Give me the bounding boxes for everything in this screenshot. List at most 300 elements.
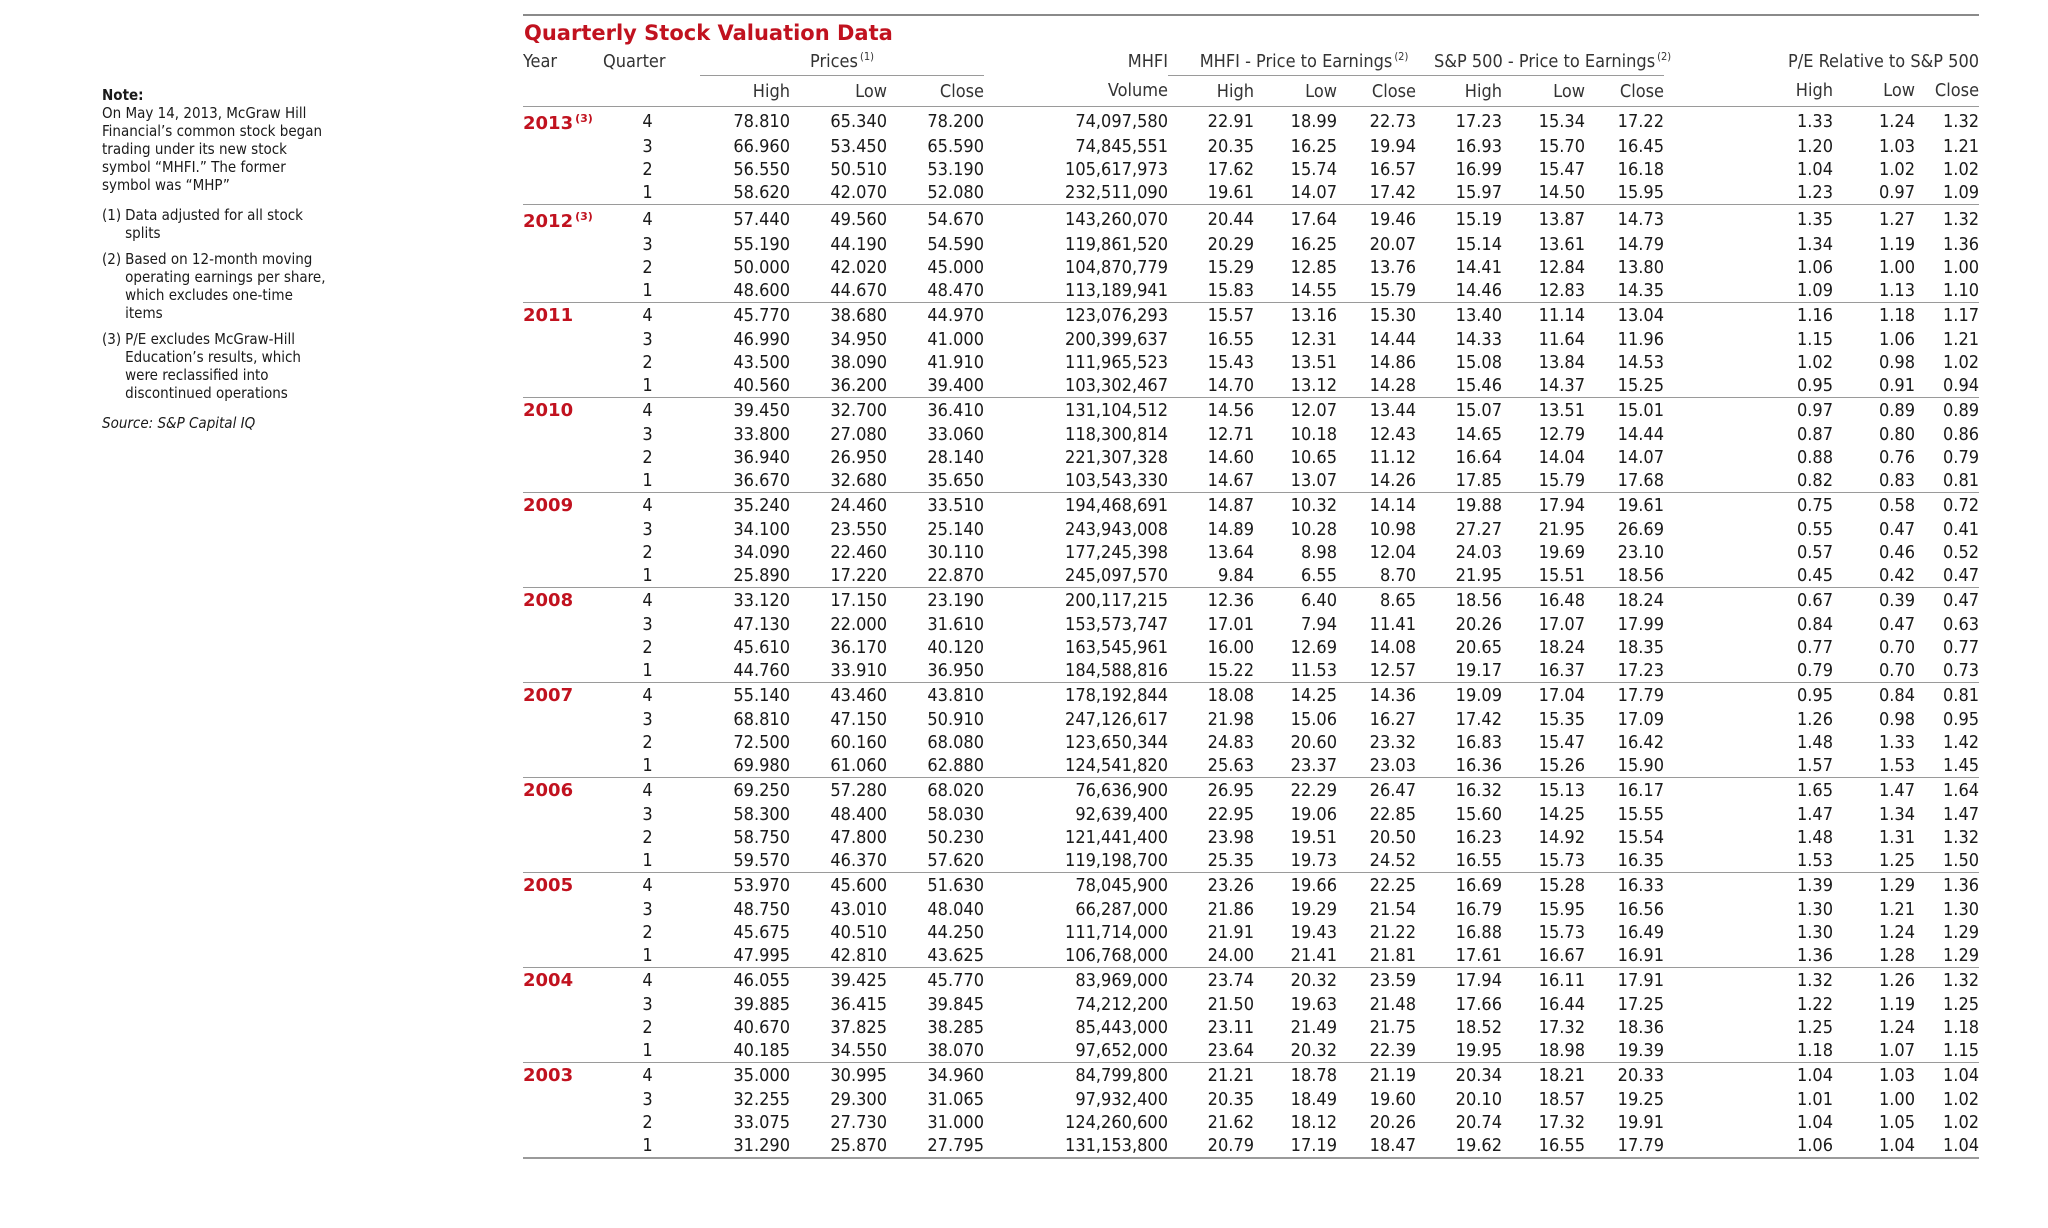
year-cell — [523, 754, 595, 778]
table-row — [523, 205, 1979, 234]
table-row — [523, 1111, 1979, 1134]
sp-pe-low-cell: 15.70 — [1538, 136, 1586, 157]
year-label: 2005 — [523, 875, 574, 896]
sp-pe-low-cell: 21.95 — [1538, 519, 1586, 540]
prices-high-cell: 58.620 — [733, 182, 790, 203]
sp-pe-close-cell: 17.23 — [1617, 660, 1665, 681]
mhfi-pe-low-cell: 10.18 — [1290, 424, 1338, 445]
rel-low-cell: 0.70 — [1878, 660, 1916, 681]
volume-header: Volume — [1107, 80, 1169, 102]
mhfi-pe-close-cell: 11.12 — [1369, 447, 1417, 468]
rel-high-cell: 0.45 — [1796, 565, 1834, 586]
rel-close-cell: 1.17 — [1915, 303, 1979, 329]
sp-pe-high-cell: 20.74 — [1455, 1112, 1503, 1133]
year-label: 2013 — [523, 113, 574, 134]
mhfi-pe-low-cell: 12.31 — [1290, 329, 1338, 350]
year-group — [523, 1063, 1979, 1159]
rel-low-header: Low — [1883, 80, 1916, 102]
spacer-cell — [1664, 541, 1750, 564]
rel-close-cell: 1.32 — [1915, 968, 1979, 994]
rel-close-cell: 0.73 — [1943, 660, 1980, 681]
table-row — [523, 374, 1979, 398]
rel-high-cell: 1.22 — [1796, 994, 1834, 1015]
prices-low-cell: 43.010 — [830, 899, 887, 920]
table-row — [523, 731, 1979, 754]
sp-pe-low-cell: 15.47 — [1538, 159, 1586, 180]
volume-cell: 103,543,330 — [1065, 470, 1169, 491]
sp-pe-high-cell: 16.64 — [1455, 447, 1503, 468]
quarter-cell: 4 — [595, 968, 700, 994]
sp-pe-low-cell: 16.55 — [1502, 1134, 1585, 1158]
mhfi-pe-close-cell: 26.47 — [1337, 778, 1416, 804]
mhfi-pe-low-cell: 20.60 — [1290, 732, 1338, 753]
rel-low-cell: 0.70 — [1878, 637, 1916, 658]
sp-pe-low-cell: 12.83 — [1538, 280, 1586, 301]
quarter-cell: 2 — [642, 827, 653, 848]
spacer-cell — [1664, 731, 1750, 754]
prices-high-cell: 33.120 — [700, 588, 790, 614]
year-header: Year — [523, 50, 558, 72]
prices-low-cell: 37.825 — [830, 1017, 887, 1038]
prices-low-cell: 36.200 — [830, 375, 887, 396]
mhfi-pe-low-cell: 10.28 — [1290, 519, 1338, 540]
quarter-cell: 2 — [642, 1112, 653, 1133]
prices-high-cell: 46.990 — [733, 329, 790, 350]
footnote-text: P/E excludes McGraw-Hill Education’s results, which were reclassified into discontinued operations — [125, 330, 301, 402]
prices-low-cell: 38.090 — [830, 352, 887, 373]
mhfi-pe-close-cell: 15.79 — [1369, 280, 1417, 301]
rel-low-cell: 1.34 — [1878, 804, 1916, 825]
mhfi-pe-high-cell: 21.86 — [1207, 899, 1255, 920]
mhfi-pe-high-cell: 14.60 — [1207, 447, 1255, 468]
spacer-cell — [1664, 803, 1750, 826]
year-cell — [523, 588, 595, 614]
volume-cell: 113,189,941 — [1065, 280, 1169, 301]
mhfi-pe-close-cell: 21.75 — [1369, 1017, 1417, 1038]
rel-close-cell: 1.15 — [1943, 1040, 1980, 1061]
mhfi-pe-high-cell: 23.26 — [1168, 873, 1254, 899]
spacer-header — [1664, 76, 1750, 107]
year-cell — [523, 541, 595, 564]
table-row — [523, 873, 1979, 899]
rel-close-cell: 1.36 — [1915, 873, 1979, 899]
year-cell — [523, 636, 595, 659]
valuation-table-container — [523, 14, 1979, 1159]
quarter-cell: 1 — [642, 375, 653, 396]
year-group — [523, 778, 1979, 873]
prices-close-cell: 62.880 — [927, 755, 985, 776]
rel-low-cell: 0.97 — [1878, 182, 1916, 203]
sp-pe-close-cell: 15.54 — [1617, 827, 1665, 848]
prices-high-cell: 34.090 — [733, 542, 790, 563]
sp-pe-close-cell: 17.68 — [1617, 470, 1665, 491]
table-row — [523, 708, 1979, 731]
table-row — [523, 921, 1979, 944]
year-cell — [523, 968, 595, 994]
sp-pe-close-cell: 14.07 — [1617, 447, 1665, 468]
quarter-cell: 4 — [595, 588, 700, 614]
volume-cell: 78,045,900 — [984, 873, 1168, 899]
volume-cell: 103,302,467 — [1065, 375, 1169, 396]
rel-high-cell: 1.33 — [1750, 107, 1833, 136]
rel-close-cell: 1.64 — [1915, 778, 1979, 804]
rel-close-cell: 0.79 — [1943, 447, 1980, 468]
sp-pe-low-cell: 13.84 — [1538, 352, 1586, 373]
rel-high-cell: 0.97 — [1750, 398, 1833, 424]
volume-cell: 83,969,000 — [984, 968, 1168, 994]
rel-close-cell: 1.36 — [1943, 234, 1980, 255]
table-row — [523, 469, 1979, 493]
prices-close-cell: 34.960 — [887, 1063, 984, 1089]
prices-close-cell: 51.630 — [887, 873, 984, 899]
sp-pe-close-cell: 18.35 — [1617, 637, 1665, 658]
volume-cell: 153,573,747 — [1065, 614, 1169, 635]
rel-high-cell: 1.30 — [1796, 922, 1834, 943]
prices-high-cell: 55.140 — [700, 683, 790, 709]
prices-high-cell: 57.440 — [700, 205, 790, 234]
rel-low-cell: 1.03 — [1833, 1063, 1915, 1089]
mhfi-pe-close-cell: 22.39 — [1369, 1040, 1417, 1061]
mhfi-pe-high-cell: 15.83 — [1207, 280, 1255, 301]
sp-pe-close-cell: 13.80 — [1617, 257, 1665, 278]
sp-pe-high-cell: 20.65 — [1455, 637, 1503, 658]
rel-high-cell: 1.36 — [1796, 945, 1834, 966]
table-row — [523, 898, 1979, 921]
mhfi-pe-low-cell: 19.06 — [1290, 804, 1338, 825]
rel-high-cell: 1.18 — [1796, 1040, 1834, 1061]
prices-close-cell: 33.510 — [887, 493, 984, 519]
quarter-cell: 2 — [642, 257, 653, 278]
blank-header — [523, 76, 595, 107]
prices-high-cell: 36.670 — [733, 470, 790, 491]
quarter-cell: 2 — [642, 159, 653, 180]
prices-close-cell: 44.970 — [887, 303, 984, 329]
quarter-cell: 2 — [642, 352, 653, 373]
mhfi-pe-close-cell: 14.36 — [1337, 683, 1416, 709]
quarter-cell: 1 — [595, 1134, 700, 1158]
sp-pe-close-cell: 18.56 — [1617, 565, 1665, 586]
prices-high-cell: 58.300 — [733, 804, 790, 825]
mhfi-pe-high-cell: 9.84 — [1217, 565, 1255, 586]
mhfi-pe-low-cell: 6.40 — [1254, 588, 1337, 614]
volume-cell: 66,287,000 — [1075, 899, 1169, 920]
spacer-cell — [1664, 1134, 1750, 1158]
mhfi-pe-low-cell: 19.43 — [1290, 922, 1338, 943]
sp-pe-close-cell: 16.45 — [1617, 136, 1665, 157]
quarter-cell: 3 — [642, 424, 653, 445]
sp-pe-close-cell: 14.44 — [1617, 424, 1665, 445]
rel-high-cell: 1.23 — [1796, 182, 1834, 203]
sp-pe-close-cell: 17.79 — [1585, 1134, 1664, 1158]
sp-pe-high-cell: 15.14 — [1455, 234, 1503, 255]
year-cell — [523, 564, 595, 588]
rel-high-cell: 1.02 — [1796, 352, 1834, 373]
sp-pe-low-cell: 14.04 — [1538, 447, 1586, 468]
volume-cell: 124,260,600 — [1065, 1112, 1169, 1133]
prices-high-cell: 45.770 — [700, 303, 790, 329]
mhfi-pe-low-cell: 19.51 — [1290, 827, 1338, 848]
sp-pe-high-cell: 17.42 — [1455, 709, 1503, 730]
year-cell — [523, 1016, 595, 1039]
quarter-cell: 4 — [595, 303, 700, 329]
mhfi-pe-low-cell: 19.29 — [1290, 899, 1338, 920]
prices-close-cell: 31.065 — [927, 1089, 985, 1110]
mhfi-pe-high-cell: 14.56 — [1168, 398, 1254, 424]
year-cell — [523, 1039, 595, 1063]
note-text: On May 14, 2013, McGraw Hill Financial’s common stock began trading under its new stock symbol “MHFI.” The former symbol was “MHP” — [102, 104, 323, 194]
sp-pe-high-cell: 18.56 — [1416, 588, 1502, 614]
mhfi-pe-close-cell: 21.54 — [1369, 899, 1417, 920]
mhfi-pe-low-cell: 15.06 — [1290, 709, 1338, 730]
volume-cell: 194,468,691 — [984, 493, 1168, 519]
mhfi-pe-close-cell: 19.46 — [1337, 205, 1416, 234]
mhfi-pe-low-cell: 10.65 — [1290, 447, 1338, 468]
mhfi-pe-close-cell: 14.44 — [1369, 329, 1417, 350]
mhfi-pe-close-cell: 17.42 — [1369, 182, 1417, 203]
sp-pe-close-cell: 20.33 — [1585, 1063, 1664, 1089]
mhfi-pe-low-cell: 20.32 — [1254, 968, 1337, 994]
table-row — [523, 135, 1979, 158]
sp-pe-close-cell: 16.91 — [1617, 945, 1665, 966]
year-cell — [523, 1063, 595, 1089]
rel-close-cell: 1.09 — [1943, 182, 1980, 203]
sp-pe-close-cell: 14.73 — [1585, 205, 1664, 234]
sp-pe-high-cell: 16.36 — [1455, 755, 1503, 776]
mhfi-pe-high-cell: 15.57 — [1168, 303, 1254, 329]
spacer-cell — [1664, 303, 1750, 329]
year-label: 2004 — [523, 970, 574, 991]
prices-low-cell: 34.550 — [830, 1040, 887, 1061]
sp-pe-high-cell: 14.41 — [1455, 257, 1503, 278]
prices-low-cell: 46.370 — [830, 850, 887, 871]
table-row — [523, 944, 1979, 968]
sp-pe-high-cell: 24.03 — [1455, 542, 1503, 563]
note-title: Note: — [102, 86, 144, 104]
rel-high-cell: 1.53 — [1796, 850, 1834, 871]
mhfi-pe-high-cell: 21.50 — [1207, 994, 1255, 1015]
prices-high-cell: 32.255 — [733, 1089, 790, 1110]
footnote-text: Based on 12-month moving operating earnings per share, which excludes one-time items — [125, 250, 326, 322]
rel-high-cell: 0.77 — [1796, 637, 1834, 658]
rel-close-cell: 1.02 — [1943, 352, 1980, 373]
table-row — [523, 659, 1979, 683]
volume-cell: 97,932,400 — [1075, 1089, 1169, 1110]
sp-pe-header-label: S&P 500 - Price to Earnings — [1434, 51, 1656, 72]
rel-close-cell: 0.81 — [1915, 683, 1979, 709]
quarter-cell: 1 — [642, 1040, 653, 1061]
spacer-cell — [1664, 1063, 1750, 1089]
sp-pe-close-cell: 17.99 — [1617, 614, 1665, 635]
volume-cell: 200,117,215 — [984, 588, 1168, 614]
prices-high-cell: 68.810 — [733, 709, 790, 730]
sp-pe-low-cell: 14.25 — [1538, 804, 1586, 825]
prices-close-cell: 43.625 — [927, 945, 985, 966]
mhfi-pe-high-cell: 23.98 — [1207, 827, 1255, 848]
rel-high-cell: 1.30 — [1796, 899, 1834, 920]
prices-low-cell: 22.460 — [830, 542, 887, 563]
prices-low-cell: 25.870 — [790, 1134, 887, 1158]
rel-high-cell: 1.39 — [1750, 873, 1833, 899]
mhfi-pe-low-cell: 18.99 — [1254, 107, 1337, 136]
volume-cell: 124,541,820 — [1065, 755, 1169, 776]
quarter-cell: 3 — [642, 519, 653, 540]
mhfi-pe-group-header — [1168, 47, 1416, 76]
quarter-cell: 3 — [642, 329, 653, 350]
rel-high-cell: 0.82 — [1796, 470, 1834, 491]
mhfi-pe-close-cell: 19.60 — [1369, 1089, 1417, 1110]
sp-pe-low-cell: 15.95 — [1538, 899, 1586, 920]
sp-pe-low-cell: 17.94 — [1502, 493, 1585, 519]
quarter-cell: 1 — [642, 565, 653, 586]
rel-high-cell: 0.95 — [1750, 683, 1833, 709]
year-cell — [523, 374, 595, 398]
mhfi-pe-low-cell: 14.07 — [1290, 182, 1338, 203]
rel-low-cell: 1.03 — [1878, 136, 1916, 157]
sp-pe-footnote-mark: (2) — [1657, 50, 1672, 63]
table-row — [523, 588, 1979, 614]
sp-pe-high-cell: 20.10 — [1455, 1089, 1503, 1110]
valuation-table — [523, 47, 1979, 1159]
sp-pe-close-cell: 26.69 — [1617, 519, 1665, 540]
rel-high-cell: 1.06 — [1750, 1134, 1833, 1158]
year-cell — [523, 803, 595, 826]
sp-pe-high-cell: 18.52 — [1455, 1017, 1503, 1038]
sp-pe-low-cell: 15.26 — [1538, 755, 1586, 776]
rel-low-cell: 1.28 — [1878, 945, 1916, 966]
sp-pe-close-cell: 16.56 — [1617, 899, 1665, 920]
prices-high-cell: 69.980 — [733, 755, 790, 776]
sp-pe-close-cell: 17.79 — [1585, 683, 1664, 709]
prices-high-cell: 48.750 — [733, 899, 790, 920]
rel-close-cell: 1.21 — [1943, 329, 1980, 350]
table-title: Quarterly Stock Valuation Data — [524, 21, 893, 45]
prices-high-cell: 50.000 — [733, 257, 790, 278]
mhfi-pe-high-cell: 13.64 — [1207, 542, 1255, 563]
prices-close-cell: 45.000 — [927, 257, 985, 278]
rel-close-cell: 1.42 — [1943, 732, 1980, 753]
rel-close-cell: 1.02 — [1943, 1089, 1980, 1110]
year-cell — [523, 993, 595, 1016]
mhfi-pe-high-cell: 22.91 — [1168, 107, 1254, 136]
volume-cell: 121,441,400 — [1065, 827, 1169, 848]
rel-close-cell: 1.29 — [1943, 922, 1980, 943]
year-cell — [523, 898, 595, 921]
mhfi-header: MHFI — [1127, 50, 1169, 72]
rel-high-cell: 0.84 — [1796, 614, 1834, 635]
header-row-2 — [523, 76, 1979, 107]
volume-cell: 119,861,520 — [1065, 234, 1169, 255]
rel-low-cell: 1.25 — [1878, 850, 1916, 871]
volume-cell: 131,104,512 — [984, 398, 1168, 424]
prices-low-cell: 43.460 — [790, 683, 887, 709]
prices-low-cell: 42.070 — [830, 182, 887, 203]
sp-pe-low-cell: 18.57 — [1538, 1089, 1586, 1110]
rel-close-cell: 1.04 — [1915, 1134, 1979, 1158]
year-label: 2011 — [523, 305, 574, 326]
table-row — [523, 351, 1979, 374]
rel-close-cell: 0.81 — [1943, 470, 1980, 491]
prices-high-cell: 59.570 — [733, 850, 790, 871]
sp-pe-high-cell: 17.94 — [1416, 968, 1502, 994]
prices-low-cell: 27.080 — [830, 424, 887, 445]
mhfi-pe-high-cell: 15.22 — [1207, 660, 1255, 681]
mhfi-pe-low-cell: 18.49 — [1290, 1089, 1338, 1110]
sp-pe-high-cell: 17.66 — [1455, 994, 1503, 1015]
prices-close-cell: 43.810 — [887, 683, 984, 709]
prices-low-cell: 47.150 — [830, 709, 887, 730]
rel-close-cell: 1.02 — [1943, 1112, 1980, 1133]
mhfi-pe-low-cell: 12.07 — [1254, 398, 1337, 424]
sp-pe-low-cell: 13.51 — [1502, 398, 1585, 424]
sp-pe-close-cell: 16.49 — [1617, 922, 1665, 943]
quarter-cell: 2 — [642, 922, 653, 943]
sp-pe-close-cell: 16.33 — [1585, 873, 1664, 899]
spacer-cell — [1664, 279, 1750, 303]
quarter-cell: 4 — [595, 205, 700, 234]
rel-low-cell: 1.19 — [1878, 234, 1916, 255]
prices-high-cell: 43.500 — [733, 352, 790, 373]
prices-close-cell: 39.845 — [927, 994, 985, 1015]
rel-high-cell: 1.48 — [1796, 827, 1834, 848]
prices-low-cell: 40.510 — [830, 922, 887, 943]
mhfi-pe-low-cell: 16.25 — [1290, 136, 1338, 157]
rel-low-cell: 0.39 — [1833, 588, 1915, 614]
table-row — [523, 398, 1979, 424]
spacer-cell — [1664, 158, 1750, 181]
prices-close-cell: 53.190 — [927, 159, 985, 180]
rel-close-cell: 1.45 — [1943, 755, 1980, 776]
prices-low-cell: 22.000 — [830, 614, 887, 635]
year-cell — [523, 256, 595, 279]
rel-low-cell: 0.76 — [1878, 447, 1916, 468]
quarter-cell: 3 — [642, 804, 653, 825]
rel-close-cell: 0.47 — [1915, 588, 1979, 614]
quarter-cell: 3 — [642, 234, 653, 255]
volume-cell: 232,511,090 — [1065, 182, 1169, 203]
sp-pe-low-cell: 19.69 — [1538, 542, 1586, 563]
prices-close-cell: 54.670 — [887, 205, 984, 234]
prices-high-cell: 44.760 — [733, 660, 790, 681]
volume-cell: 221,307,328 — [1065, 447, 1169, 468]
sp-pe-high-cell: 17.23 — [1416, 107, 1502, 136]
sp-pe-close-cell: 15.95 — [1617, 182, 1665, 203]
sp-pe-close-cell: 15.90 — [1617, 755, 1665, 776]
quarter-cell: 1 — [642, 470, 653, 491]
year-group — [523, 205, 1979, 303]
footnote-3 — [102, 330, 334, 402]
prices-close-cell: 50.910 — [927, 709, 985, 730]
sp-pe-low-cell: 15.28 — [1502, 873, 1585, 899]
prices-high-header: High — [752, 80, 790, 102]
prices-low-cell: 57.280 — [790, 778, 887, 804]
prices-low-cell: 27.730 — [830, 1112, 887, 1133]
rel-low-cell: 0.42 — [1878, 565, 1916, 586]
year-cell — [523, 493, 595, 519]
spacer-cell — [1664, 1016, 1750, 1039]
year-footnote-mark: (3) — [575, 112, 593, 125]
rel-close-cell: 0.47 — [1943, 565, 1980, 586]
mhfi-pe-low-cell: 19.73 — [1290, 850, 1338, 871]
prices-close-cell: 78.200 — [887, 107, 984, 136]
spacer-cell — [1664, 588, 1750, 614]
prices-close-cell: 45.770 — [887, 968, 984, 994]
spacer-cell — [1664, 398, 1750, 424]
mhfi-pe-high-cell: 20.79 — [1168, 1134, 1254, 1158]
prices-low-cell: 32.700 — [790, 398, 887, 424]
mhfi-pe-high-cell: 16.00 — [1207, 637, 1255, 658]
mhfi-pe-high-cell: 21.91 — [1207, 922, 1255, 943]
prices-high-cell: 35.240 — [700, 493, 790, 519]
